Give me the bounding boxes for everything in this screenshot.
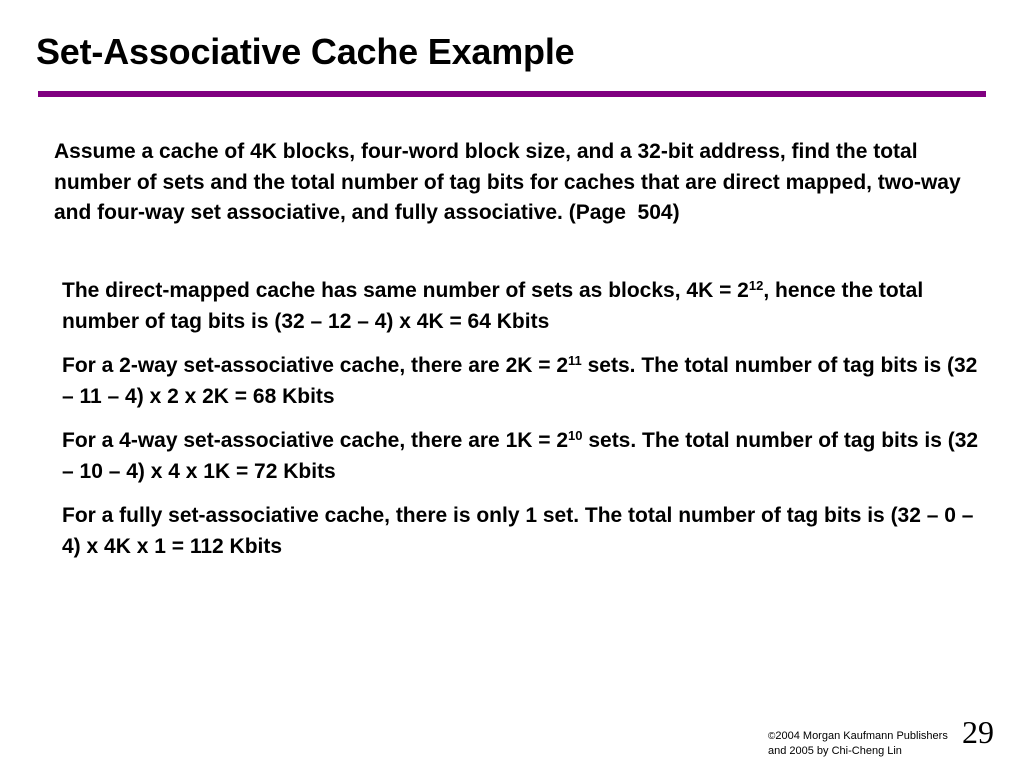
result-four-way-exponent: 10 xyxy=(568,428,583,443)
result-direct-mapped-exponent: 12 xyxy=(748,278,764,293)
result-four-way xyxy=(62,426,992,487)
result-two-way-text: For a 2-way set-associative cache, there are 2K = 2 xyxy=(62,354,569,377)
result-fully-associative xyxy=(62,501,992,562)
copyright-publisher: 2004 Morgan Kaufmann Publishers xyxy=(775,730,948,742)
result-four-way-text: For a 4-way set-associative cache, there are 1K = 2 xyxy=(62,429,569,452)
copyright-line-2: and 2005 by Chi-Cheng Lin xyxy=(768,745,902,757)
results-list xyxy=(62,276,992,576)
result-four-way-text-continued: sets. The total number of tag bits is (32 – 10 – 4) x 4 x 1K = 72 Kbits xyxy=(62,429,979,483)
problem-statement: Assume a cache of 4K blocks, four-word block size, and a 32-bit address, find the total number of sets and the total number of tag bits for caches that are direct mapped, two-way and four-way set associative, and fully associative. (Page 504) xyxy=(54,140,961,224)
result-direct-mapped-text: The direct-mapped cache has same number of sets as blocks, 4K = 2 xyxy=(62,279,749,302)
result-two-way xyxy=(62,351,992,412)
result-two-way-text-continued: sets. The total number of tag bits is (32 – 11 – 4) x 2 x 2K = 68 Kbits xyxy=(62,354,978,408)
result-two-way-exponent: 11 xyxy=(568,353,582,368)
copyright-icon: © xyxy=(768,731,776,742)
result-direct-mapped-text-continued: , hence the total number of tag bits is (32 – 12 – 4) x 4K = 64 Kbits xyxy=(62,279,924,333)
copyright-line-1 xyxy=(768,729,948,744)
page-number: 29 xyxy=(962,714,994,750)
result-fully-associative-text: For a fully set-associative cache, there is only 1 set. The total number of tag bits is (32 – 0 – 4) x 4K x 1 = 112 Kbits xyxy=(62,504,974,558)
result-direct-mapped xyxy=(62,276,992,337)
copyright-notice xyxy=(768,729,948,758)
slide-title: Set-Associative Cache Example xyxy=(36,31,575,72)
title-divider xyxy=(38,91,986,97)
